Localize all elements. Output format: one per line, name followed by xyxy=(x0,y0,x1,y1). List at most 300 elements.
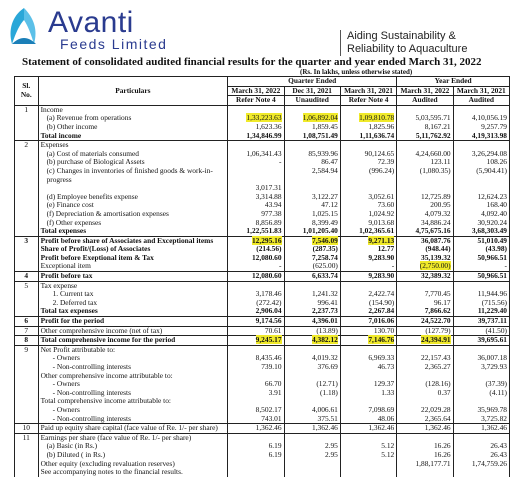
row-value: 2,365.64 xyxy=(424,413,451,423)
row-cell xyxy=(284,167,340,184)
row-value: 743.01 xyxy=(261,413,282,423)
row-cell xyxy=(340,460,396,469)
row-value: 1,09,810.78 xyxy=(359,113,395,123)
row-label: (f) Depreciation & amortisation expenses xyxy=(38,210,228,219)
row-label: Profit before tax xyxy=(38,272,228,282)
row-cell xyxy=(453,132,509,141)
page-header xyxy=(0,0,514,58)
row-value: 8,399.49 xyxy=(312,217,338,227)
row-value: 1,362.46 xyxy=(368,423,395,433)
row-sl-number xyxy=(15,123,39,132)
brand-subtitle: Feeds Limited xyxy=(60,36,168,52)
row-sl-number xyxy=(15,219,39,228)
row-label: Other equity (excluding revaluation reserves) xyxy=(38,460,228,469)
row-value: 129.37 xyxy=(373,379,395,389)
row-value: 22,157.43 xyxy=(421,353,451,363)
row-value: 168.40 xyxy=(486,200,507,210)
row-value: 4,092.40 xyxy=(481,208,507,218)
row-value: 1,241.32 xyxy=(312,289,338,299)
row-value: (1.18) xyxy=(320,387,338,397)
row-label: (a) Cost of materials consumed xyxy=(38,150,228,159)
row-value: 1,34,846.99 xyxy=(246,130,282,140)
col-header-date: March 31, 2022 xyxy=(228,86,284,96)
table-row xyxy=(15,336,510,346)
table-row xyxy=(15,272,510,282)
row-value: 9,245.17 xyxy=(255,335,282,345)
row-value: 8,167.21 xyxy=(424,121,451,131)
row-value: 6.19 xyxy=(268,449,282,459)
row-sl-number xyxy=(15,363,39,372)
row-cell xyxy=(340,424,396,434)
row-cell xyxy=(397,132,453,141)
row-sl-number: 7 xyxy=(15,326,39,336)
col-status: Audited xyxy=(453,96,509,106)
row-value: 3,68,303.49 xyxy=(471,226,507,236)
row-cell xyxy=(284,460,340,469)
row-label: - Non-controlling interests xyxy=(38,389,228,398)
row-sl-number: 4 xyxy=(15,272,39,282)
row-cell xyxy=(228,424,284,434)
row-cell xyxy=(340,227,396,236)
row-cell xyxy=(284,227,340,236)
row-value: 12.77 xyxy=(377,244,395,254)
tagline xyxy=(340,30,467,56)
row-value: 11,229.40 xyxy=(477,306,507,316)
row-cell xyxy=(228,451,284,460)
row-label: (b) purchase of Biological Assets xyxy=(38,158,228,167)
row-value: (2,750.00) xyxy=(419,261,451,271)
row-cell xyxy=(340,272,396,282)
row-value: 86.47 xyxy=(321,157,338,167)
row-value: 8,435.46 xyxy=(255,353,282,363)
row-value: 977.38 xyxy=(261,208,282,218)
row-value: 39,737.11 xyxy=(477,316,507,326)
row-label: (a) Basic (in Rs.) xyxy=(38,442,228,451)
row-label: Share of Profit/(Loss) of Associates xyxy=(38,245,228,254)
row-label: Total income xyxy=(38,132,228,141)
row-value: (287.35) xyxy=(312,244,338,254)
row-cell xyxy=(284,424,340,434)
row-value: 2,267.84 xyxy=(368,306,395,316)
col-status: Audited xyxy=(397,96,453,106)
row-value: 4,382.12 xyxy=(312,335,338,345)
row-value: 6.19 xyxy=(268,441,282,451)
table-body xyxy=(15,105,510,476)
row-value: 4,19,313.98 xyxy=(471,130,507,140)
row-value: 9,283.90 xyxy=(368,271,395,281)
row-value: 9,271.13 xyxy=(368,235,395,245)
row-value: 3.91 xyxy=(268,387,282,397)
brand-name: Avanti xyxy=(48,6,134,39)
row-value: 123.11 xyxy=(430,157,451,167)
row-sl-number xyxy=(15,254,39,263)
row-value: 996.41 xyxy=(317,297,338,307)
row-label: - Non-controlling interests xyxy=(38,415,228,424)
row-label: Earnings per share (face value of Re. 1/- per share) xyxy=(38,433,228,442)
row-value: 12,080.60 xyxy=(251,252,282,262)
row-value: 12,295.16 xyxy=(251,235,282,245)
row-value: 3,178.46 xyxy=(255,289,282,299)
row-value: 39,695.61 xyxy=(477,335,507,345)
row-label: Expenses xyxy=(38,141,228,150)
row-value: 4,006.61 xyxy=(312,404,338,414)
row-label: - Non-controlling interests xyxy=(38,363,228,372)
row-value: 7,016.06 xyxy=(368,316,395,326)
row-value: 48.06 xyxy=(377,413,395,423)
row-cell xyxy=(453,336,509,346)
row-cell xyxy=(397,460,453,469)
row-cell xyxy=(397,389,453,398)
row-label: (f) Other expenses xyxy=(38,219,228,228)
row-value: (154.90) xyxy=(368,297,395,307)
row-value: 3,052.61 xyxy=(368,191,395,201)
row-value: 12,624.23 xyxy=(477,191,507,201)
row-cell xyxy=(228,460,284,469)
tagline-line-2: Reliability to Aquaculture xyxy=(347,43,468,55)
row-label: Income xyxy=(38,105,228,114)
row-value: (127.79) xyxy=(425,325,451,335)
row-value: 12,080.60 xyxy=(251,271,282,281)
row-value: 16.26 xyxy=(433,441,451,451)
row-cell xyxy=(228,150,284,159)
row-value: 85,939.96 xyxy=(308,148,338,158)
row-value: 9,013.68 xyxy=(368,217,395,227)
row-value: 47.12 xyxy=(321,200,338,210)
row-value: (996.24) xyxy=(368,165,395,175)
row-value: 1,06,341.43 xyxy=(246,148,282,158)
row-value: 130.70 xyxy=(373,325,395,335)
row-value: 35,969.78 xyxy=(477,404,507,414)
row-value: 7,098.69 xyxy=(368,404,395,414)
row-value: 1,33,223.63 xyxy=(246,113,282,123)
row-sl-number xyxy=(15,397,39,406)
row-sl-number xyxy=(15,354,39,363)
row-value: 739.10 xyxy=(261,362,282,371)
row-value: (272.42) xyxy=(256,297,282,307)
row-sl-number: 11 xyxy=(15,433,39,442)
row-value: - xyxy=(504,261,507,271)
row-value: 72.39 xyxy=(377,157,395,167)
row-sl-number xyxy=(15,201,39,210)
col-status: Refer Note 4 xyxy=(340,96,396,106)
row-value: 24,394.91 xyxy=(421,335,451,345)
row-cell xyxy=(284,336,340,346)
row-label: - Owners xyxy=(38,406,228,415)
group-header-year: Year Ended xyxy=(397,77,510,87)
row-label: (d) Employee benefits expense xyxy=(38,193,228,202)
row-value: 7,866.62 xyxy=(424,306,451,316)
row-sl-number xyxy=(15,299,39,308)
row-value: 8,856.89 xyxy=(255,217,282,227)
row-label: 1. Current tax xyxy=(38,290,228,299)
row-value: 1,362.46 xyxy=(255,423,282,433)
row-value: 73.60 xyxy=(377,200,395,210)
row-cell xyxy=(453,254,509,263)
row-cell xyxy=(340,451,396,460)
row-cell xyxy=(453,424,509,434)
row-cell xyxy=(453,460,509,469)
row-value: 1,825.96 xyxy=(368,121,395,131)
row-cell xyxy=(340,389,396,398)
row-value: 2,422.74 xyxy=(368,289,395,299)
tagline-line-1: Aiding Sustainability & xyxy=(347,30,456,42)
row-value: 66.70 xyxy=(264,379,282,389)
row-value: (948.44) xyxy=(425,244,451,254)
row-sl-number: 6 xyxy=(15,317,39,327)
row-sl-number xyxy=(15,468,39,477)
row-value: 1,06,892.04 xyxy=(302,113,338,123)
row-cell xyxy=(453,468,509,477)
row-value: 4,396.01 xyxy=(312,316,338,326)
row-label: Other comprehensive income (net of tax) xyxy=(38,326,228,336)
row-value: 1,74,759.26 xyxy=(471,458,507,468)
row-label: 2. Deferred tax xyxy=(38,299,228,308)
col-status: Unaudited xyxy=(284,96,340,106)
row-value: 35,139.32 xyxy=(421,252,451,262)
row-value: 11,944.96 xyxy=(477,289,507,299)
row-value: 1,024.92 xyxy=(368,208,395,218)
row-cell xyxy=(284,272,340,282)
row-sl-number xyxy=(15,372,39,381)
row-label: (c) Changes in inventories of finished goods & work-in-progress xyxy=(38,167,228,184)
row-cell xyxy=(228,158,284,167)
row-label: Profit before share of Associates and Exceptional items xyxy=(38,236,228,245)
row-value: 1,025.15 xyxy=(312,208,338,218)
row-value: 200.95 xyxy=(430,200,451,210)
row-value: 9,174.56 xyxy=(255,316,282,326)
row-sl-number xyxy=(15,380,39,389)
row-value: 2,906.04 xyxy=(255,306,282,316)
row-sl-number xyxy=(15,184,39,193)
row-cell xyxy=(397,424,453,434)
row-cell xyxy=(284,468,340,477)
row-cell xyxy=(340,167,396,184)
row-label: Exceptional item xyxy=(38,262,228,271)
row-sl-number: 5 xyxy=(15,281,39,290)
row-label: (e) Finance cost xyxy=(38,201,228,210)
row-value: 1,02,365.61 xyxy=(359,226,395,236)
row-cell xyxy=(340,254,396,263)
row-value: 375.51 xyxy=(317,413,338,423)
row-value: 6,969.33 xyxy=(368,353,395,363)
row-sl-number xyxy=(15,114,39,123)
row-label: (b) Other income xyxy=(38,123,228,132)
row-value: 1,01,205.40 xyxy=(302,226,338,236)
row-cell xyxy=(340,363,396,372)
row-value: 4,75,675.16 xyxy=(415,226,451,236)
row-cell xyxy=(228,389,284,398)
row-value: 46.73 xyxy=(377,362,395,371)
financial-results-table xyxy=(14,76,510,477)
row-value: 43.94 xyxy=(264,200,282,210)
row-value: 1,362.46 xyxy=(424,423,451,433)
row-value: 376.69 xyxy=(317,362,338,371)
row-value: 5,03,595.71 xyxy=(415,113,451,123)
row-cell xyxy=(228,363,284,372)
row-value: 36,007.18 xyxy=(477,353,507,363)
row-value: 34,886.24 xyxy=(421,217,451,227)
row-sl-number xyxy=(15,158,39,167)
row-value: 1,88,177.71 xyxy=(415,458,451,468)
row-value: (41.50) xyxy=(485,325,507,335)
row-cell xyxy=(453,272,509,282)
row-value: 50,966.51 xyxy=(477,252,507,262)
table-row xyxy=(15,424,510,434)
avanti-logo-icon xyxy=(4,6,44,46)
row-value: 4,24,660.00 xyxy=(415,148,451,158)
row-sl-number xyxy=(15,245,39,254)
row-value: (4.11) xyxy=(489,387,507,397)
row-cell xyxy=(228,468,284,477)
row-value: 5.12 xyxy=(381,449,395,459)
row-value: 0.37 xyxy=(437,387,451,397)
row-sl-number: 3 xyxy=(15,236,39,245)
row-label: See accompanying notes to the financial results. xyxy=(38,468,228,477)
row-value: 108.26 xyxy=(486,157,507,167)
row-label: Paid up equity share capital (face value of Re. 1/- per share) xyxy=(38,424,228,434)
row-value: 7,546.09 xyxy=(312,235,338,245)
row-label: Total tax expenses xyxy=(38,307,228,316)
table-row xyxy=(15,132,510,141)
row-value: 90,124.65 xyxy=(364,148,395,158)
row-label: Profit before Exeptional item & Tax xyxy=(38,254,228,263)
row-sl-number xyxy=(15,227,39,236)
row-cell xyxy=(340,132,396,141)
row-value: 2,365.27 xyxy=(424,362,451,371)
row-value: 3,017.31 xyxy=(255,183,282,193)
col-header-particulars: Particulars xyxy=(38,77,228,106)
row-value: - xyxy=(279,157,282,167)
row-label: Total expenses xyxy=(38,227,228,236)
row-cell xyxy=(284,389,340,398)
row-cell xyxy=(228,167,284,184)
row-value: 1,362.46 xyxy=(312,423,338,433)
row-sl-number xyxy=(15,290,39,299)
row-value: 3,26,294.08 xyxy=(471,148,507,158)
row-cell xyxy=(228,272,284,282)
row-value: 1,22,551.83 xyxy=(246,226,282,236)
row-value: 7,770.45 xyxy=(424,289,451,299)
row-sl-number xyxy=(15,210,39,219)
row-value: (5,904.41) xyxy=(476,165,507,175)
row-value: 9,283.90 xyxy=(368,252,395,262)
row-value: 3,314.88 xyxy=(255,191,282,201)
row-cell xyxy=(397,167,453,184)
row-value: 36,087.76 xyxy=(421,235,451,245)
table-row xyxy=(15,468,510,477)
col-header-date: March 31, 2021 xyxy=(340,86,396,96)
statement-title: Statement of consolidated audited financial results for the quarter and year ended March 31, 2022 xyxy=(22,56,482,68)
row-cell xyxy=(228,254,284,263)
row-value: 4,079.32 xyxy=(424,208,451,218)
row-label: Total comprehensive income attributable to: xyxy=(38,397,228,406)
row-cell xyxy=(397,336,453,346)
row-label: Tax expense xyxy=(38,281,228,290)
row-value: - xyxy=(391,261,395,271)
row-value: 7,146.76 xyxy=(368,335,395,345)
row-value: 22,029.28 xyxy=(421,404,451,414)
row-value: (715.56) xyxy=(481,297,507,307)
row-cell xyxy=(228,132,284,141)
row-sl-number xyxy=(15,193,39,202)
row-label: - Owners xyxy=(38,380,228,389)
col-status: Refer Note 4 xyxy=(228,96,284,106)
row-sl-number: 10 xyxy=(15,424,39,434)
row-value: (13.89) xyxy=(316,325,338,335)
row-cell xyxy=(397,468,453,477)
col-header-date: March 31, 2021 xyxy=(453,86,509,96)
row-sl-number xyxy=(15,460,39,469)
row-sl-number: 1 xyxy=(15,105,39,114)
row-value: (37.39) xyxy=(485,379,507,389)
row-value: 1,362.46 xyxy=(481,423,507,433)
row-sl-number xyxy=(15,451,39,460)
group-header-quarter: Quarter Ended xyxy=(228,77,397,87)
col-header-date: March 31, 2022 xyxy=(397,86,453,96)
row-sl-number xyxy=(15,167,39,184)
row-value: 6,633.74 xyxy=(312,271,338,281)
row-value: 16.26 xyxy=(433,449,451,459)
row-label: - Owners xyxy=(38,354,228,363)
row-label: Profit for the period xyxy=(38,317,228,327)
row-value: (128.16) xyxy=(425,379,451,389)
row-value: 51,010.49 xyxy=(477,235,507,245)
row-value: 3,122.27 xyxy=(312,191,338,201)
row-value: (214.56) xyxy=(256,244,282,254)
row-sl-number: 9 xyxy=(15,345,39,354)
row-value: 96.17 xyxy=(433,297,451,307)
row-value: 1,11,636.74 xyxy=(359,130,395,140)
row-cell xyxy=(453,167,509,184)
row-sl-number xyxy=(15,150,39,159)
row-value: 9,257.79 xyxy=(481,121,507,131)
row-value: 2,584.94 xyxy=(312,165,338,175)
row-value: 5,11,762.92 xyxy=(415,130,451,140)
row-value: 3,725.82 xyxy=(481,413,507,423)
row-value: 2.95 xyxy=(324,449,338,459)
units-note: (Rs. In lakhs, unless otherwise stated) xyxy=(300,68,413,76)
row-value: 2.95 xyxy=(324,441,338,451)
row-value: - xyxy=(279,261,282,271)
row-sl-number: 8 xyxy=(15,336,39,346)
row-value: 5.12 xyxy=(381,441,395,451)
row-value: 24,522.70 xyxy=(421,316,451,326)
row-value: 4,019.32 xyxy=(312,353,338,363)
row-value: (1,080.35) xyxy=(419,165,451,175)
row-value: 2,237.73 xyxy=(312,306,338,316)
col-header-date: Dec 31, 2021 xyxy=(284,86,340,96)
row-cell xyxy=(228,336,284,346)
row-value: 1,08,751.49 xyxy=(302,130,338,140)
row-sl-number xyxy=(15,389,39,398)
row-sl-number: 2 xyxy=(15,141,39,150)
row-label: Other comprehensive income attributable to: xyxy=(38,372,228,381)
row-cell xyxy=(340,336,396,346)
row-cell xyxy=(284,132,340,141)
row-value: (625.00) xyxy=(312,261,338,271)
row-value: 26.43 xyxy=(490,441,507,451)
row-cell xyxy=(453,363,509,372)
row-value: (12.71) xyxy=(316,379,338,389)
row-value: 26.43 xyxy=(490,449,507,459)
row-value: 70.61 xyxy=(264,325,282,335)
row-value: 32,389.32 xyxy=(421,271,451,281)
row-value: (43.98) xyxy=(485,244,507,254)
row-cell xyxy=(397,272,453,282)
row-label: Total comprehensive income for the period xyxy=(38,336,228,346)
row-cell xyxy=(284,363,340,372)
row-cell xyxy=(228,227,284,236)
